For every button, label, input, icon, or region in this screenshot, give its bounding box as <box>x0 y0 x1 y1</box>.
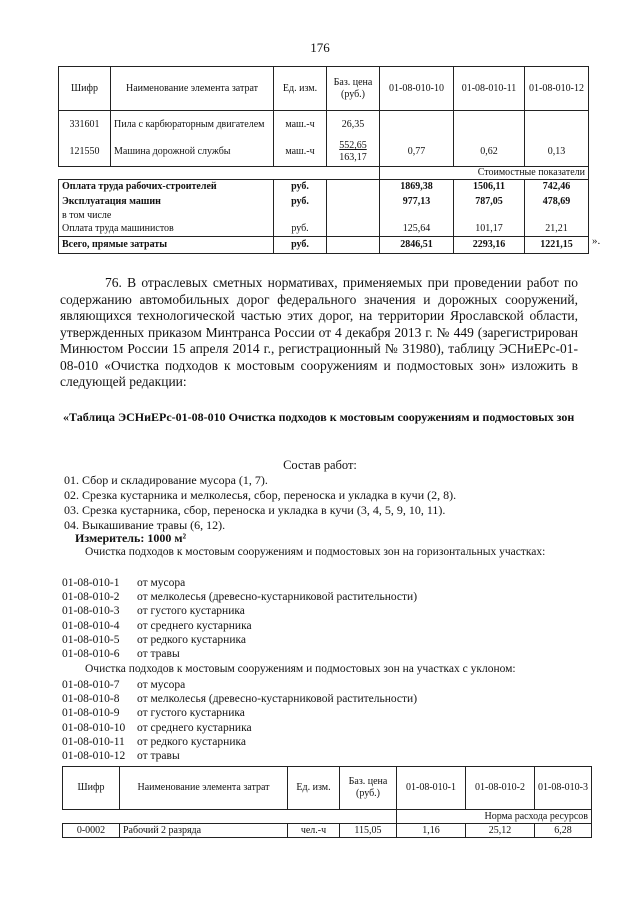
cost-name: Оплата труда рабочих-строителей <box>59 180 274 195</box>
item-text: от мусора <box>137 679 186 691</box>
cell-value: 0,13 <box>525 139 589 167</box>
cell-name: Пила с карбюраторным двигателем <box>111 111 274 139</box>
item-code: 01-08-010-7 <box>62 679 120 691</box>
item-text: от густого кустарника <box>137 605 245 618</box>
measure-unit: Измеритель: 1000 м² <box>75 531 187 545</box>
header-unit: Ед. изм. <box>274 67 327 111</box>
cell-code: 0-0002 <box>63 824 120 838</box>
header-price: Баз. цена (руб.) <box>340 767 397 810</box>
cell-unit: маш.-ч <box>274 139 327 167</box>
cost-row <box>59 180 589 195</box>
cost-name: Оплата труда машинистов <box>59 222 274 237</box>
cell-price: 115,05 <box>340 824 397 838</box>
cell-code: 331601 <box>59 111 111 139</box>
list-item <box>62 735 417 749</box>
item-code: 01-08-010-1 <box>62 577 120 589</box>
cost-value: 125,64 <box>380 222 454 237</box>
section-label: Стоимостные показатели <box>380 167 589 180</box>
item-code: 01-08-010-9 <box>62 707 120 720</box>
cost-value: 478,69 <box>525 195 589 210</box>
section-row <box>63 810 592 824</box>
list-item <box>62 647 417 661</box>
cost-name: в том числе <box>59 210 274 222</box>
section-row <box>59 167 589 180</box>
cost-name: Всего, прямые затраты <box>59 237 274 254</box>
cost-value: 1221,15 <box>525 237 589 254</box>
item-code: 01-08-010-12 <box>62 750 126 763</box>
header-col-3: 01-08-010-3 <box>535 767 592 810</box>
list-item: 01. Сбор и складирование мусора (1, 7). <box>64 473 268 487</box>
cost-row <box>59 222 589 237</box>
paragraph-text: 76. В отраслевых сметных нормативах, применяемых при проведении работ по содержанию автомобильных дорог федерального значения и дорожных сооружений, являющихся технологической частью этих дорог, на территории Ярославской области, утвержденных приказом Минтранса России от 4 декабря 2013 г. № 449 (зарегистрирован Минюстом России 15 апреля 2014 г., регистрационный № 31980), таблицу ЭСНиЕРс-01-08-010 «Очистка подходов к мостовым сооружениям и подмостовых зон» изложить в следующей редакции: <box>60 275 578 389</box>
cost-unit: руб. <box>274 180 327 195</box>
cell-name: Рабочий 2 разряда <box>120 824 288 838</box>
cell-name: Машина дорожной службы <box>111 139 274 167</box>
cost-value: 21,21 <box>525 222 589 237</box>
table-header-row <box>59 67 589 111</box>
cost-unit: руб. <box>274 195 327 210</box>
header-col-1: 01-08-010-10 <box>380 67 454 111</box>
group-1-list <box>62 576 417 661</box>
item-code: 01-08-010-5 <box>62 633 120 646</box>
work-composition-list <box>64 473 456 533</box>
work-composition-title: Состав работ: <box>283 458 357 472</box>
header-col-1: 01-08-010-1 <box>397 767 466 810</box>
group-2-description: Очистка подходов к мостовым сооружениям и подмостовых зон на участках с уклоном: <box>85 663 516 675</box>
item-code: 01-08-010-2 <box>62 591 120 604</box>
header-col-2: 01-08-010-11 <box>454 67 525 111</box>
cost-value: 742,46 <box>525 180 589 195</box>
item-text: от среднего кустарника <box>137 721 252 734</box>
cost-row <box>59 210 589 222</box>
cell-value: 6,28 <box>535 824 592 838</box>
item-code: 01-08-010-10 <box>62 721 126 734</box>
list-item: 02. Срезка кустарника и мелколесья, сбор, переноска и укладка в кучи (2, 8). <box>64 488 457 502</box>
group-2-list <box>62 678 417 763</box>
item-code: 01-08-010-3 <box>62 605 120 618</box>
cell-price: 26,35 <box>327 111 380 139</box>
header-name: Наименование элемента затрат <box>111 67 274 111</box>
header-price: Баз. цена (руб.) <box>327 67 380 111</box>
cost-value: 2846,51 <box>380 237 454 254</box>
list-item <box>62 692 417 706</box>
list-item: 04. Выкашивание травы (6, 12). <box>64 518 226 532</box>
list-item <box>62 706 417 720</box>
item-text: от среднего кустарника <box>137 619 252 632</box>
item-code: 01-08-010-4 <box>62 619 120 632</box>
cell-value: 0,62 <box>454 139 525 167</box>
table-title: «Таблица ЭСНиЕРс-01-08-010 Очистка подходов к мостовым сооружениям и подмостовых зон <box>63 410 575 424</box>
item-text: от мелколесья (древесно-кустарниковой растительности) <box>137 591 418 604</box>
cost-unit: руб. <box>274 237 327 254</box>
cost-value: 977,13 <box>380 195 454 210</box>
cost-value: 787,05 <box>454 195 525 210</box>
cell-unit: чел.-ч <box>288 824 340 838</box>
cell-unit: маш.-ч <box>274 111 327 139</box>
cell-price <box>327 139 380 167</box>
cell-value: 1,16 <box>397 824 466 838</box>
cell-value: 25,12 <box>466 824 535 838</box>
list-item <box>62 678 417 692</box>
cost-value: 1869,38 <box>380 180 454 195</box>
item-text: от травы <box>137 648 180 661</box>
item-text: от густого кустарника <box>137 707 245 720</box>
price-value: 552,65 <box>339 140 367 152</box>
table-row <box>59 139 589 167</box>
cost-row-total <box>59 237 589 254</box>
table-row <box>63 824 592 838</box>
item-code: 01-08-010-11 <box>62 735 125 748</box>
group-1-description: Очистка подходов к мостовым сооружениям и подмостовых зон на горизонтальных участках: <box>85 546 546 558</box>
header-name: Наименование элемента затрат <box>120 767 288 810</box>
item-text: от мелколесья (древесно-кустарниковой растительности) <box>137 693 418 706</box>
table-header-row <box>63 767 592 810</box>
cost-value: 101,17 <box>454 222 525 237</box>
header-col-3: 01-08-010-12 <box>525 67 589 111</box>
table-row <box>59 111 589 139</box>
cell-value <box>380 111 454 139</box>
closing-quote-mark: ». <box>592 235 601 247</box>
price-value-secondary: 163,17 <box>339 152 367 164</box>
header-unit: Ед. изм. <box>288 767 340 810</box>
list-item <box>62 590 417 604</box>
list-item <box>62 576 417 590</box>
item-text: от редкого кустарника <box>137 735 246 748</box>
cost-row <box>59 195 589 210</box>
cell-value <box>454 111 525 139</box>
paragraph-76 <box>60 275 578 391</box>
item-text: от травы <box>137 750 180 763</box>
item-text: от редкого кустарника <box>137 633 246 646</box>
section-label: Норма расхода ресурсов <box>397 810 592 824</box>
list-item <box>62 721 417 735</box>
resource-norm-table <box>62 766 592 838</box>
item-code: 01-08-010-6 <box>62 648 120 661</box>
cell-value <box>525 111 589 139</box>
cost-value: 1506,11 <box>454 180 525 195</box>
cell-value: 0,77 <box>380 139 454 167</box>
list-item <box>62 604 417 618</box>
page-number: 176 <box>310 40 330 55</box>
cost-value: 2293,16 <box>454 237 525 254</box>
list-item <box>62 749 417 763</box>
item-text: от мусора <box>137 577 186 589</box>
cost-name: Эксплуатация машин <box>59 195 274 210</box>
list-item <box>62 633 417 647</box>
header-col-2: 01-08-010-2 <box>466 767 535 810</box>
list-item: 03. Срезка кустарника, сбор, переноска и укладка в кучи (3, 4, 5, 9, 10, 11). <box>64 503 446 517</box>
resource-table-continued <box>58 66 589 254</box>
cell-code: 121550 <box>59 139 111 167</box>
header-code: Шифр <box>59 67 111 111</box>
item-code: 01-08-010-8 <box>62 693 120 706</box>
list-item <box>62 619 417 633</box>
header-code: Шифр <box>63 767 120 810</box>
cost-unit: руб. <box>274 222 327 237</box>
